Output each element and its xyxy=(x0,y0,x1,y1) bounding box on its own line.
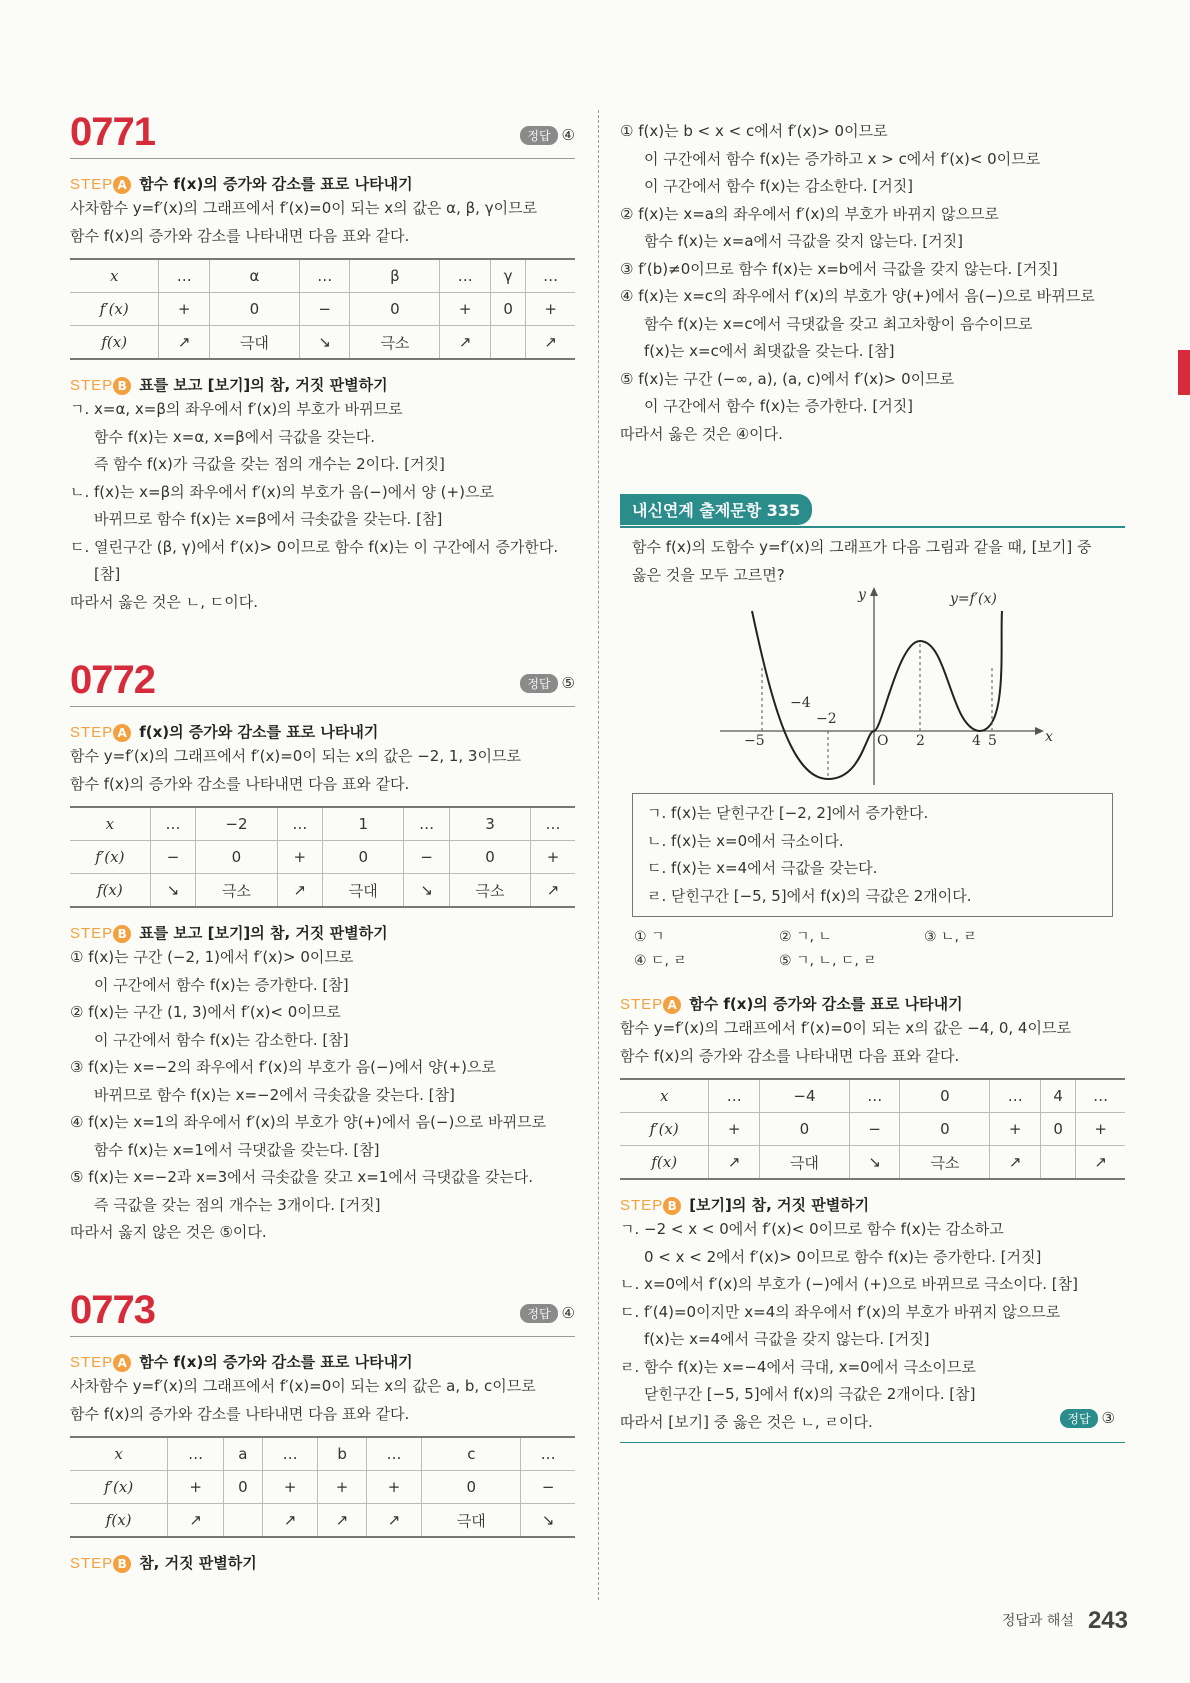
text-line: ① f(x)는 b < x < c에서 f′(x)> 0이므로 xyxy=(620,122,888,140)
text-line: ㄱ. x=α, x=β의 좌우에서 f′(x)의 부호가 바뀌므로 xyxy=(70,400,403,418)
table-cell: … xyxy=(1076,1079,1125,1113)
table-cell: 극소 xyxy=(900,1146,990,1180)
table-cell xyxy=(1040,1146,1075,1180)
text-line: ㄴ. f(x)는 x=β의 좌우에서 f′(x)의 부호가 음(−)에서 양 (+)으로 xyxy=(70,482,494,501)
text-line: 따라서 옳지 않은 것은 ⑤이다. xyxy=(70,1223,267,1241)
table-cell: 0 xyxy=(900,1079,990,1113)
table-cell: + xyxy=(440,293,491,326)
table-cell: 0 xyxy=(449,841,530,874)
table-cell: 0 xyxy=(350,293,440,326)
table-cell: 0 xyxy=(490,293,525,326)
text-line: 바뀌므로 함수 f(x)는 x=−2에서 극솟값을 갖는다. [참] xyxy=(94,1085,455,1104)
step-label: STEP xyxy=(620,1197,664,1214)
problem-number: 0773 xyxy=(70,1288,155,1332)
step-title: 함수 f(x)의 증가와 감소를 표로 나타내기 xyxy=(139,175,413,193)
table-cell: + xyxy=(159,293,210,326)
answer-badge: 정답 xyxy=(1060,1409,1097,1428)
table-cell: … xyxy=(150,807,196,841)
table-cell: −2 xyxy=(196,807,277,841)
table-cell: … xyxy=(262,1437,318,1471)
text-line: ④ f(x)는 x=c의 좌우에서 f′(x)의 부호가 양(+)에서 음(−)으로 바뀌므로 xyxy=(620,287,1095,305)
table-cell: c xyxy=(422,1437,521,1471)
text-line: 함수 f(x)는 x=a에서 극값을 갖지 않는다. [거짓] xyxy=(644,232,963,250)
sign-table xyxy=(70,1436,575,1538)
answer-label xyxy=(520,126,575,145)
question-line: 옳은 것을 모두 고르면? xyxy=(632,565,785,584)
step-title: 함수 f(x)의 증가와 감소를 표로 나타내기 xyxy=(689,995,963,1013)
problem-0771 xyxy=(70,112,575,616)
text-line: 사차함수 y=f′(x)의 그래프에서 f′(x)=0이 되는 x의 값은 α, β, γ이므로 xyxy=(70,199,538,217)
choice: ③ ㄴ, ㄹ xyxy=(924,929,977,945)
text-line: ㄴ. x=0에서 f′(x)의 부호가 (−)에서 (+)으로 바뀌므로 극소이다. [참] xyxy=(620,1275,1078,1293)
text-line: ㄷ. f′(4)=0이지만 x=4의 좌우에서 f′(x)의 부호가 바뀌지 않으므로 xyxy=(620,1302,1061,1321)
table-cell: ↗ xyxy=(709,1146,760,1180)
table-cell: … xyxy=(299,259,350,293)
text-line: ㄱ. −2 < x < 0에서 f′(x)< 0이므로 함수 f(x)는 감소하고 xyxy=(620,1220,1004,1238)
table-cell: f′(x) xyxy=(70,1471,168,1504)
step-label: STEP xyxy=(70,1354,114,1371)
choice: ① ㄱ xyxy=(634,929,665,945)
text-line: 함수 f(x)의 증가와 감소를 나타내면 다음 표와 같다. xyxy=(70,1404,410,1423)
question-line: 함수 f(x)의 도함수 y=f′(x)의 그래프가 다음 그림과 같을 때, [보기] 중 xyxy=(632,538,1092,556)
tick-label: 4 xyxy=(972,733,981,749)
table-cell: + xyxy=(990,1113,1041,1146)
table-cell: 0 xyxy=(759,1113,849,1146)
table-cell: ↗ xyxy=(531,874,575,908)
table-cell: + xyxy=(531,841,575,874)
table-cell: … xyxy=(521,1437,575,1471)
table-cell: + xyxy=(168,1471,224,1504)
answer-value: ④ xyxy=(561,126,575,144)
table-cell: ↗ xyxy=(262,1504,318,1538)
table-cell: ↗ xyxy=(159,326,210,360)
answer-label xyxy=(1060,1409,1115,1428)
step-title: 참, 거짓 판별하기 xyxy=(139,1554,257,1572)
tick-label: 2 xyxy=(916,733,925,749)
table-cell: f(x) xyxy=(70,326,159,360)
text-line: 따라서 [보기] 중 옳은 것은 ㄴ, ㄹ이다. xyxy=(620,1412,873,1431)
table-cell: 4 xyxy=(1040,1079,1075,1113)
step-label: STEP xyxy=(70,724,114,741)
text-line: ⑤ f(x)는 구간 (−∞, a), (a, c)에서 f′(x)> 0이므로 xyxy=(620,369,955,388)
bogi-box xyxy=(632,793,1113,917)
table-cell: 극대 xyxy=(209,326,299,360)
curve-label: y=f′(x) xyxy=(950,591,997,607)
tick-label: −4 xyxy=(790,695,811,711)
text-line: 이 구간에서 함수 f(x)는 감소한다. [참] xyxy=(94,1030,349,1049)
table-cell: ↗ xyxy=(526,326,575,360)
table-cell: ↗ xyxy=(1076,1146,1125,1180)
table-cell: −4 xyxy=(759,1079,849,1113)
text-line: 닫힌구간 [−5, 5]에서 f(x)의 극값은 2개이다. [참] xyxy=(644,1385,976,1403)
step-b-heading xyxy=(70,374,575,396)
problem-header xyxy=(70,660,575,707)
step-letter: A xyxy=(663,996,681,1014)
step-label: STEP xyxy=(620,996,664,1013)
step-title: 함수 f(x)의 증가와 감소를 표로 나타내기 xyxy=(139,1353,413,1371)
table-cell: f′(x) xyxy=(620,1113,709,1146)
bogi-item: ㄷ. f(x)는 x=4에서 극값을 갖는다. xyxy=(647,859,878,877)
text-line: 따라서 옳은 것은 ㄴ, ㄷ이다. xyxy=(70,592,258,611)
problem-0773-continued xyxy=(620,118,1125,448)
table-cell: + xyxy=(318,1471,366,1504)
table-cell: x xyxy=(70,259,159,293)
problem-0773 xyxy=(70,1290,575,1574)
table-cell: 0 xyxy=(1040,1113,1075,1146)
step-label: STEP xyxy=(70,176,114,193)
table-cell: x xyxy=(70,807,150,841)
table-cell: f(x) xyxy=(70,874,150,908)
bogi-item: ㄴ. f(x)는 x=0에서 극소이다. xyxy=(647,831,844,850)
text-line: 사차함수 y=f′(x)의 그래프에서 f′(x)=0이 되는 x의 값은 a, b, c이므로 xyxy=(70,1377,536,1395)
table-cell: … xyxy=(168,1437,224,1471)
answer-value: ③ xyxy=(1101,1408,1115,1427)
table-cell: 극대 xyxy=(422,1504,521,1538)
table-cell: − xyxy=(299,293,350,326)
table-cell: f(x) xyxy=(70,1504,168,1538)
text-line: 함수 f(x)는 x=α, x=β에서 극값을 갖는다. xyxy=(94,427,375,446)
table-cell: 1 xyxy=(323,807,404,841)
bogi-item: ㄱ. f(x)는 닫힌구간 [−2, 2]에서 증가한다. xyxy=(647,804,929,822)
table-cell: + xyxy=(262,1471,318,1504)
text-line: 바뀌므로 함수 f(x)는 x=β에서 극솟값을 갖는다. [참] xyxy=(94,510,443,528)
text-line: 0 < x < 2에서 f′(x)> 0이므로 함수 f(x)는 증가한다. [거짓] xyxy=(644,1247,1042,1266)
table-cell: ↗ xyxy=(440,326,491,360)
table-cell: ↘ xyxy=(404,874,450,908)
table-cell: 극대 xyxy=(759,1146,849,1180)
text-line: f(x)는 x=c에서 최댓값을 갖는다. [참] xyxy=(644,342,895,360)
table-cell: a xyxy=(224,1437,263,1471)
page-number: 243 xyxy=(1087,1607,1128,1634)
step-letter: A xyxy=(113,1354,131,1372)
step-a-heading xyxy=(620,993,1125,1015)
table-cell: + xyxy=(366,1471,422,1504)
step-a-heading xyxy=(70,1351,575,1373)
table-cell: ↗ xyxy=(318,1504,366,1538)
step-title: 표를 보고 [보기]의 참, 거짓 판별하기 xyxy=(139,376,388,394)
step-label: STEP xyxy=(70,925,114,942)
table-cell: 극소 xyxy=(196,874,277,908)
problem-header xyxy=(70,1290,575,1337)
step-a-heading xyxy=(70,173,575,195)
table-cell: 극대 xyxy=(323,874,404,908)
answer-value: ④ xyxy=(561,1304,575,1322)
chapter-tab-marker xyxy=(1178,350,1190,395)
text-line: 즉 극값을 갖는 점의 개수는 3개이다. [거짓] xyxy=(94,1195,381,1214)
text-line: ③ f(x)는 x=−2의 좌우에서 f′(x)의 부호가 음(−)에서 양(+)으로 xyxy=(70,1058,496,1076)
text-line: 이 구간에서 함수 f(x)는 증가한다. [거짓] xyxy=(644,397,914,415)
text-line: 함수 f(x)의 증가와 감소를 나타내면 다음 표와 같다. xyxy=(70,226,410,245)
problem-header xyxy=(70,112,575,159)
table-cell: 극소 xyxy=(350,326,440,360)
step-letter: B xyxy=(113,377,131,395)
naesin-banner-bar xyxy=(620,494,1125,528)
table-cell: + xyxy=(526,293,575,326)
table-cell: ↘ xyxy=(299,326,350,360)
sign-table xyxy=(70,258,575,360)
answer-badge: 정답 xyxy=(520,126,557,145)
choice: ④ ㄷ, ㄹ xyxy=(634,953,687,969)
table-cell: β xyxy=(350,259,440,293)
table-cell: − xyxy=(404,841,450,874)
text-line: 함수 y=f′(x)의 그래프에서 f′(x)=0이 되는 x의 값은 −2, 1, 3이므로 xyxy=(70,747,521,765)
step-title: [보기]의 참, 거짓 판별하기 xyxy=(689,1196,870,1214)
answer-value: ⑤ xyxy=(561,674,575,692)
table-cell: … xyxy=(404,807,450,841)
table-cell: f(x) xyxy=(620,1146,709,1180)
step-a-heading xyxy=(70,721,575,743)
table-cell: 3 xyxy=(449,807,530,841)
text-line: ③ f′(b)≠0이므로 함수 f(x)는 x=b에서 극값을 갖지 않는다. [거짓] xyxy=(620,259,1058,278)
text-line: ② f(x)는 x=a의 좌우에서 f′(x)의 부호가 바뀌지 않으므로 xyxy=(620,204,999,223)
table-cell: … xyxy=(366,1437,422,1471)
x-axis-arrow xyxy=(1035,727,1044,735)
derivative-graph xyxy=(620,585,1126,785)
page-footer xyxy=(1002,1607,1128,1635)
table-cell: f′(x) xyxy=(70,293,159,326)
table-cell: … xyxy=(990,1079,1041,1113)
table-cell: … xyxy=(531,807,575,841)
table-cell: ↘ xyxy=(150,874,196,908)
final-answer-line xyxy=(620,1409,1125,1444)
y-axis-label: y xyxy=(858,587,866,603)
text-line: ② f(x)는 구간 (1, 3)에서 f′(x)< 0이므로 xyxy=(70,1003,341,1021)
table-cell: … xyxy=(526,259,575,293)
table-cell: − xyxy=(521,1471,575,1504)
table-cell: ↗ xyxy=(277,874,323,908)
table-cell: … xyxy=(709,1079,760,1113)
tick-label: 5 xyxy=(988,733,997,749)
table-cell: x xyxy=(620,1079,709,1113)
answer-choices xyxy=(620,925,1125,973)
table-cell: ↘ xyxy=(521,1504,575,1538)
column-divider xyxy=(598,110,599,1600)
text-line: 함수 f(x)의 증가와 감소를 나타내면 다음 표와 같다. xyxy=(620,1046,960,1065)
answer-badge: 정답 xyxy=(520,1304,557,1323)
table-cell: 0 xyxy=(323,841,404,874)
text-line: 즉 함수 f(x)가 극값을 갖는 점의 개수는 2이다. [거짓] xyxy=(94,455,445,473)
table-cell: b xyxy=(318,1437,366,1471)
step-title: f(x)의 증가와 감소를 표로 나타내기 xyxy=(139,723,379,741)
text-line: f(x)는 x=4에서 극값을 갖지 않는다. [거짓] xyxy=(644,1330,930,1348)
table-cell xyxy=(224,1504,263,1538)
answer-label xyxy=(520,1304,575,1323)
text-line: ㄹ. 함수 f(x)는 x=−4에서 극대, x=0에서 극소이므로 xyxy=(620,1357,976,1376)
step-label: STEP xyxy=(70,377,114,394)
table-cell: + xyxy=(709,1113,760,1146)
table-cell: x xyxy=(70,1437,168,1471)
step-letter: A xyxy=(113,176,131,194)
table-cell: 0 xyxy=(422,1471,521,1504)
table-cell: ↗ xyxy=(990,1146,1041,1180)
text-line: 함수 f(x)는 x=c에서 극댓값을 갖고 최고차항이 음수이므로 xyxy=(644,314,1033,333)
table-cell: 극소 xyxy=(449,874,530,908)
table-cell: … xyxy=(440,259,491,293)
problem-number: 0771 xyxy=(70,110,155,154)
table-cell: − xyxy=(150,841,196,874)
choice: ② ㄱ, ㄴ xyxy=(779,929,832,945)
step-b-heading xyxy=(70,1552,575,1574)
text-line: ① f(x)는 구간 (−2, 1)에서 f′(x)> 0이므로 xyxy=(70,948,354,966)
step-b-heading xyxy=(70,922,575,944)
text-line: 함수 f(x)의 증가와 감소를 나타내면 다음 표와 같다. xyxy=(70,774,410,793)
table-cell: ↗ xyxy=(366,1504,422,1538)
table-cell: − xyxy=(849,1113,900,1146)
naesin-banner: 내신연계 출제문항 335 xyxy=(620,494,812,525)
table-cell: α xyxy=(209,259,299,293)
bogi-item: ㄹ. 닫힌구간 [−5, 5]에서 f(x)의 극값은 2개이다. xyxy=(647,886,972,905)
table-cell: 0 xyxy=(209,293,299,326)
tick-label: −5 xyxy=(744,733,765,749)
answer-label xyxy=(520,674,575,693)
step-letter: B xyxy=(113,925,131,943)
tick-label: −2 xyxy=(816,711,837,727)
table-cell: 0 xyxy=(900,1113,990,1146)
step-letter: A xyxy=(113,724,131,742)
sign-table xyxy=(70,806,575,908)
step-title: 표를 보고 [보기]의 참, 거짓 판별하기 xyxy=(139,924,388,942)
text-line: 이 구간에서 함수 f(x)는 증가하고 x > c에서 f′(x)< 0이므로 xyxy=(644,149,1041,168)
text-line: ㄷ. 열린구간 (β, γ)에서 f′(x)> 0이므로 함수 f(x)는 이 구간에서 증가한다. xyxy=(70,537,559,556)
text-line: 이 구간에서 함수 f(x)는 감소한다. [거짓] xyxy=(644,177,914,195)
table-cell: f′(x) xyxy=(70,841,150,874)
table-cell: ↗ xyxy=(168,1504,224,1538)
problem-0772 xyxy=(70,660,575,1247)
origin-label: O xyxy=(877,733,889,749)
table-cell: … xyxy=(849,1079,900,1113)
step-b-heading xyxy=(620,1194,1125,1216)
y-axis-arrow xyxy=(870,587,878,596)
text-line: [참] xyxy=(94,565,121,583)
text-line: 이 구간에서 함수 f(x)는 증가한다. [참] xyxy=(94,975,349,994)
sign-table xyxy=(620,1078,1125,1180)
x-axis-label: x xyxy=(1045,729,1053,745)
text-line: 함수 f(x)는 x=1에서 극댓값을 갖는다. [참] xyxy=(94,1140,380,1159)
text-line: ④ f(x)는 x=1의 좌우에서 f′(x)의 부호가 양(+)에서 음(−)으로 바뀌므로 xyxy=(70,1113,547,1131)
text-line: ⑤ f(x)는 x=−2과 x=3에서 극솟값을 갖고 x=1에서 극댓값을 갖는다. xyxy=(70,1168,534,1186)
step-letter: B xyxy=(113,1555,131,1573)
footer-label: 정답과 해설 xyxy=(1001,1613,1074,1629)
step-label: STEP xyxy=(70,1555,114,1572)
answer-badge: 정답 xyxy=(520,674,557,693)
naesin-problem-335 xyxy=(620,494,1125,1443)
table-cell: 0 xyxy=(196,841,277,874)
step-letter: B xyxy=(663,1197,681,1215)
problem-number: 0772 xyxy=(70,658,155,702)
table-cell: … xyxy=(277,807,323,841)
table-cell: ↘ xyxy=(849,1146,900,1180)
choice: ⑤ ㄱ, ㄴ, ㄷ, ㄹ xyxy=(779,953,877,969)
table-cell: + xyxy=(1076,1113,1125,1146)
table-cell xyxy=(490,326,525,360)
table-cell: + xyxy=(277,841,323,874)
table-cell: 0 xyxy=(224,1471,263,1504)
table-cell: γ xyxy=(490,259,525,293)
text-line: 함수 y=f′(x)의 그래프에서 f′(x)=0이 되는 x의 값은 −4, 0, 4이므로 xyxy=(620,1019,1071,1037)
text-line: 따라서 옳은 것은 ④이다. xyxy=(620,424,783,443)
table-cell: … xyxy=(159,259,210,293)
